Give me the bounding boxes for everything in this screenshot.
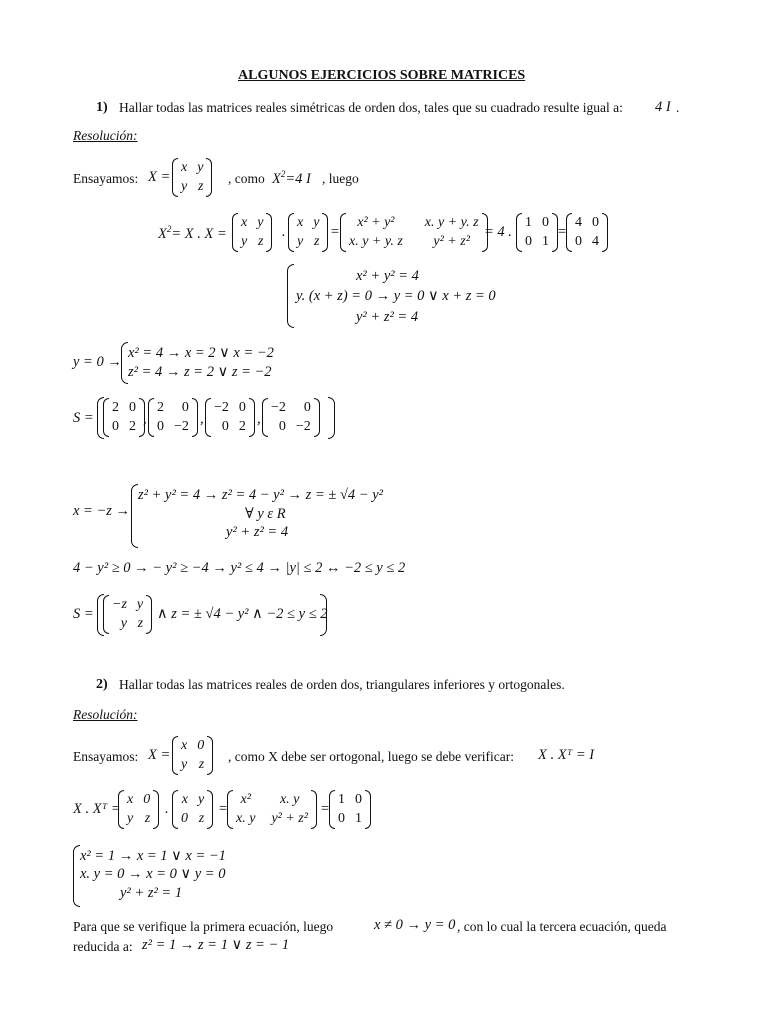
luego-text-1: , luego <box>322 171 359 186</box>
system-1-eq-1: x² + y² = 4 <box>356 268 419 284</box>
orthogonal-condition: X . Xᵀ = I <box>538 747 595 763</box>
exercise-1-period: . <box>676 100 680 115</box>
dot-operator-2: . <box>165 801 169 817</box>
matrix-x-transpose: x y 0 z <box>172 790 213 829</box>
matrix-identity-2: 1 0 0 1 <box>329 790 371 829</box>
solution-condition: ∧ z = ± √4 − y² ∧ −2 ≤ y ≤ 2 <box>157 606 328 622</box>
equals-sign: = <box>330 224 340 240</box>
equals-sign-4: = <box>320 801 330 817</box>
case-x-lhs: x = −z → <box>73 503 131 519</box>
system-2-eq-2: x. y = 0 → x = 0 ∨ y = 0 <box>80 866 226 882</box>
reduced-math: z² = 1 → z = 1 ∨ z = − 1 <box>142 937 290 953</box>
page-title: ALGUNOS EJERCICIOS SOBRE MATRICES <box>238 68 526 83</box>
x-xt-lhs: X . Xᵀ = <box>73 801 121 817</box>
case-y-eq-1: x² = 4 → x = 2 ∨ x = −2 <box>128 345 274 361</box>
exercise-1-statement: Hallar todas las matrices reales simétricas de orden dos, tales que su cuadrado resulte igual a: <box>119 100 623 115</box>
system-brace-2 <box>73 845 80 907</box>
exercise-1-number: 1) <box>96 100 108 115</box>
solution-matrix-3: −2 0 0 2 <box>205 398 255 437</box>
exercise-2-number: 2) <box>96 677 108 692</box>
matrix-x-product: x² + y² x. y + y. z x. y + y. z y² + z² <box>340 213 488 252</box>
system-1-eq-2: y. (x + z) = 0 → y = 0 ∨ x + z = 0 <box>296 288 496 304</box>
x-squared-eq: $X^2=4$ I <box>272 169 311 187</box>
solution-matrix-1: 2 0 0 2 <box>103 398 145 437</box>
matrix-x-lower: x 0 y z <box>172 736 213 775</box>
para-math: x ≠ 0 → y = 0 <box>374 917 456 933</box>
system-brace-1 <box>287 264 294 328</box>
matrix-identity-1: 1 0 0 1 <box>516 213 558 252</box>
case-x-eq-1: z² + y² = 4 → z² = 4 − y² → z = ± √4 − y² <box>138 487 383 503</box>
inequality-chain: 4 − y² ≥ 0 → − y² ≥ −4 → y² ≤ 4 → |y| ≤ 2 ↔ −2 ≤ y ≤ 2 <box>73 560 406 576</box>
para-part-1: Para que se verifique la primera ecuación, luego <box>73 919 334 934</box>
matrix-x-a: x y y z <box>232 213 272 252</box>
solution-set-label: S = <box>73 410 94 426</box>
case-x-brace <box>131 484 138 548</box>
equals-sign-2: = <box>557 224 567 240</box>
solution-matrix-4: −2 0 0 −2 <box>262 398 320 437</box>
como-text-1: , como <box>228 171 265 186</box>
try-label-1: Ensayamos: <box>73 171 139 186</box>
matrix-x-symmetric: x y y z <box>172 158 212 197</box>
system-2-eq-3: y² + z² = 1 <box>120 885 183 901</box>
set-brace-right <box>328 397 335 439</box>
x-squared-expansion: $X^2= X$ . X = <box>158 224 227 242</box>
como-text-2: , como X debe ser ortogonal, luego se debe verificar: <box>228 749 515 764</box>
system-1-eq-3: y² + z² = 4 <box>356 309 419 325</box>
case-x-eq-2: ∀ y ε R <box>245 506 286 522</box>
para-part-2: , con lo cual la tercera ecuación, queda <box>457 919 667 934</box>
solution-matrix-2: 2 0 0 −2 <box>148 398 198 437</box>
dot-operator: . <box>282 224 286 240</box>
x-equals: X = <box>148 169 171 185</box>
comma-1: , <box>143 411 147 427</box>
exercise-2-statement: Hallar todas las matrices reales de orden dos, triangulares inferiores y ortogonales. <box>119 677 565 692</box>
equals-four: = 4 . <box>484 224 512 240</box>
matrix-x-b: x y y z <box>288 213 328 252</box>
case-y-eq-2: z² = 4 → z = 2 ∨ z = −2 <box>128 364 272 380</box>
resolution-label-2: Resolución: <box>73 707 138 722</box>
equals-sign-3: = <box>218 801 228 817</box>
solution-set-label-2: S = <box>73 606 94 622</box>
x-equals-2: X = <box>148 747 171 763</box>
resolution-label-1: Resolución: <box>73 128 138 143</box>
matrix-x-xt-product: x² x. y x. y y² + z² <box>227 790 317 829</box>
system-2-eq-1: x² = 1 → x = 1 ∨ x = −1 <box>80 848 226 864</box>
comma-2: , <box>200 411 204 427</box>
case-x-eq-3: y² + z² = 4 <box>226 524 289 540</box>
matrix-four: 4 0 0 4 <box>566 213 608 252</box>
case-y-zero-lhs: y = 0 → <box>73 354 122 370</box>
solution-matrix-general: −z y y z <box>103 595 152 634</box>
case-y-brace <box>121 342 128 384</box>
try-label-2: Ensayamos: <box>73 749 139 764</box>
comma-3: , <box>257 411 261 427</box>
exercise-1-target: 4 I <box>655 99 671 115</box>
reduced-label: reducida a: <box>73 939 133 954</box>
set2-brace-right <box>320 594 327 636</box>
matrix-x-lower-a: x 0 y z <box>118 790 159 829</box>
